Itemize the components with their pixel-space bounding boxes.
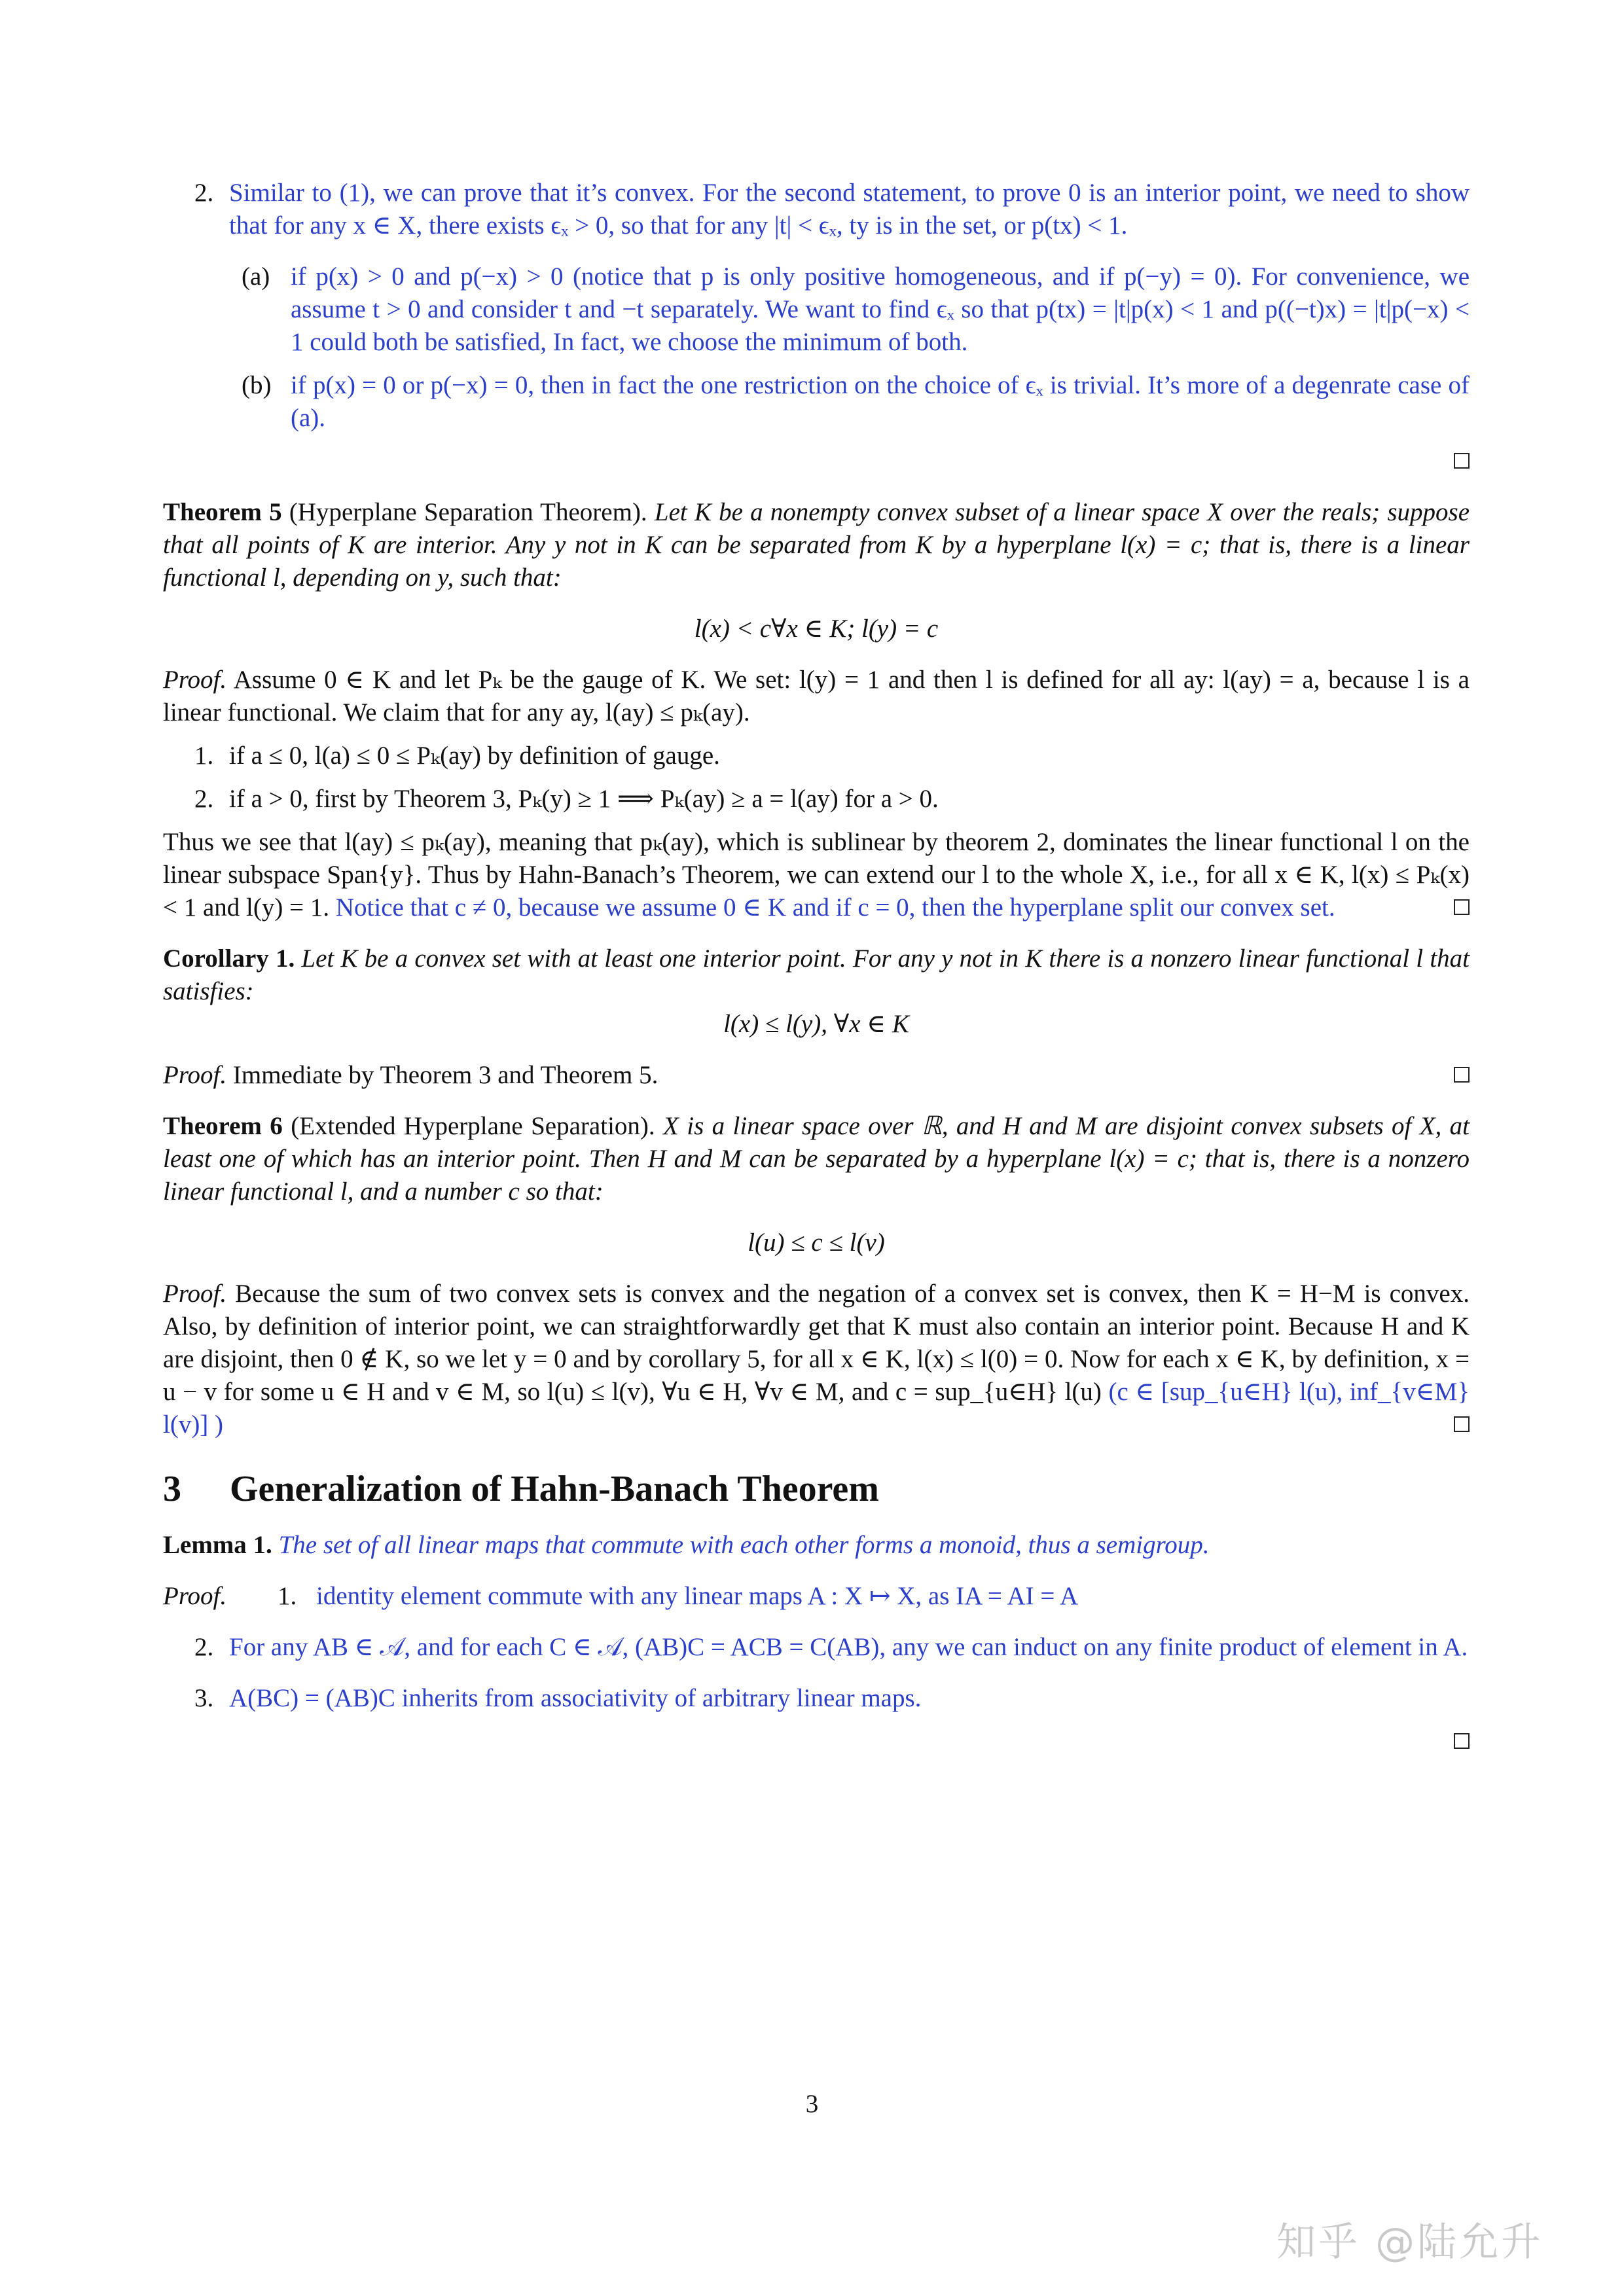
proof-6-text: Because the sum of two convex sets is convex and the negation of a convex set is convex, then K = H−M is convex. Also, by definition of interior point, we can straightforwardly get that K must also contain an interior point. Because H and K are disjoint, then 0 ∉ K, so we let y = 0 and by corollary 5, for all x ∈ K, l(x) ≤ l(0) = 0. Now for each x ∈ K, by definition, x = u − v for some u ∈ H and v ∈ M, so l(u) ≤ l(v), ∀u ∈ H, ∀v ∈ M, and c = sup_{u∈H} l(u) xyxy=(163,1280,1470,1406)
proof-lemma-1-item-2 xyxy=(163,1631,1470,1664)
corollary-1-label: Corollary 1. xyxy=(163,944,295,973)
sub-item-b-label: (b) xyxy=(242,371,272,399)
section-heading xyxy=(163,1467,1470,1511)
watermark: 知乎 @陆允升 xyxy=(1276,2219,1543,2265)
list-item-2 xyxy=(163,177,1470,242)
sub-item-b-text: if p(x) = 0 or p(−x) = 0, then in fact the one restriction on the choice of ϵₓ is trivial. It’s more of a degenrate case of (a). xyxy=(291,371,1470,432)
proof-lemma-1-item-1 xyxy=(163,1580,1470,1613)
item-2-text: Similar to (1), we can prove that it’s convex. For the second statement, to prove 0 is an interior point, we need to show that for any x ∈ X, there exists ϵₓ > 0, so that for any |t| < ϵₓ, ty is in the set, or p(tx) < 1. xyxy=(229,179,1470,240)
lemma-item-2-number: 2. xyxy=(194,1633,214,1661)
lemma-1 xyxy=(163,1529,1470,1562)
sub-item-a-text: if p(x) > 0 and p(−x) > 0 (notice that p is only positive homogeneous, and if p(−y) = 0). For convenience, we assume t > 0 and consider t and −t separately. We want to find ϵₓ so that p(tx) = |t|p(x) < 1 and p((−t)x) = |t|p(−x) < 1 could both be satisfied, In fact, we choose the minimum of both. xyxy=(291,262,1470,356)
lemma-1-label: Lemma 1. xyxy=(163,1531,272,1559)
theorem-5-statement: Let K be a nonempty convex subset of a linear space X over the reals; suppose that all points of K are interior. Any y not in K can be separated from K by a hyperplane l(x) = c; that is, there is a linear functional l, depending on y, such that: xyxy=(163,498,1470,592)
qed-square-icon xyxy=(1454,899,1470,915)
corollary-1-proof-text: Immediate by Theorem 3 and Theorem 5. xyxy=(232,1061,659,1089)
sub-item-b xyxy=(163,369,1470,435)
proof-5-case-1 xyxy=(163,740,1470,772)
qed-square-icon xyxy=(1454,453,1470,469)
lemma-item-1-text: identity element commute with any linear maps A : X ↦ X, as IA = AI = A xyxy=(316,1582,1079,1610)
section-number: 3 xyxy=(163,1469,181,1509)
corollary-1-display-equation: l(x) ≤ l(y), ∀x ∈ K xyxy=(723,1010,909,1038)
proof-5-intro: Assume 0 ∈ K and let Pₖ be the gauge of K. We set: l(y) = 1 and then l is defined for all ay: l(ay) = a, because l is a linear functional. We claim that for any ay, l(ay) ≤ pₖ(ay). xyxy=(163,666,1470,726)
theorem-6-label: Theorem 6 xyxy=(163,1112,283,1140)
lemma-item-1-number: 1. xyxy=(278,1582,297,1610)
case-1-number: 1. xyxy=(194,742,214,770)
proof-label: Proof. xyxy=(163,1582,227,1610)
case-1-text: if a ≤ 0, l(a) ≤ 0 ≤ Pₖ(ay) by definition of gauge. xyxy=(229,742,720,770)
theorem-6-display-equation: l(u) ≤ c ≤ l(v) xyxy=(748,1229,885,1257)
proof-label: Proof. xyxy=(163,1280,227,1308)
proof-5-note: Notice that c ≠ 0, because we assume 0 ∈ K and if c = 0, then the hyperplane split our convex set. xyxy=(335,893,1335,922)
proof-6-note: (c ∈ [sup_{u∈H} l(u), inf_{v∈M} l(v)] ) xyxy=(163,1378,1470,1439)
proof-theorem-5 xyxy=(163,664,1470,729)
proof-5-conclusion-text: Thus we see that l(ay) ≤ pₖ(ay), meaning that pₖ(ay), which is sublinear by theorem 2, dominates the linear functional l on the linear subspace Span{y}. Thus by Hahn-Banach’s Theorem, we can extend our l to the whole X, i.e., for all x ∈ K, l(x) ≤ Pₖ(x) < 1 and l(y) = 1. xyxy=(163,828,1470,922)
qed-square-icon xyxy=(1454,1733,1470,1749)
qed-square-icon xyxy=(1454,1416,1470,1432)
item-number: 2. xyxy=(194,179,214,207)
proof-5-case-2 xyxy=(163,783,1470,816)
page-content xyxy=(163,177,1470,1758)
page-number: 3 xyxy=(805,2090,819,2118)
lemma-item-3-text: A(BC) = (AB)C inherits from associativity of arbitrary linear maps. xyxy=(229,1684,922,1712)
corollary-1 xyxy=(163,942,1470,1008)
proof-theorem-6 xyxy=(163,1278,1470,1441)
section-title: Generalization of Hahn-Banach Theorem xyxy=(230,1469,879,1509)
theorem-5-name: (Hyperplane Separation Theorem). xyxy=(289,498,647,526)
lemma-item-3-number: 3. xyxy=(194,1684,214,1712)
lemma-1-statement: The set of all linear maps that commute with each other forms a monoid, thus a semigroup. xyxy=(278,1531,1210,1559)
theorem-6-statement: X is a linear space over ℝ, and H and M are disjoint convex subsets of X, at least one of which has an interior point. Then H and M can be separated by a hyperplane l(x) = c; that is, there is a nonzero linear functional l, and a number c so that: xyxy=(163,1112,1470,1206)
proof-lemma-1-item-3 xyxy=(163,1682,1470,1715)
case-2-number: 2. xyxy=(194,785,214,813)
qed-square-icon xyxy=(1454,1067,1470,1083)
theorem-5-display-equation: l(x) < c∀x ∈ K; l(y) = c xyxy=(694,615,939,643)
proof-corollary-1 xyxy=(163,1059,1470,1092)
lemma-item-2-text: For any AB ∈ 𝒜, and for each C ∈ 𝒜, (AB)C = ACB = C(AB), any we can induct on any finite product of element in A. xyxy=(229,1633,1468,1661)
theorem-5-label: Theorem 5 xyxy=(163,498,282,526)
corollary-1-statement: Let K be a convex set with at least one interior point. For any y not in K there is a nonzero linear functional l that satisfies: xyxy=(163,944,1470,1005)
sub-item-a xyxy=(163,260,1470,359)
proof-label: Proof. xyxy=(163,1061,227,1089)
theorem-6 xyxy=(163,1110,1470,1208)
theorem-5 xyxy=(163,496,1470,594)
proof-5-conclusion xyxy=(163,826,1470,924)
qed-row xyxy=(163,1725,1470,1758)
theorem-6-name: (Extended Hyperplane Separation). xyxy=(291,1112,655,1140)
proof-label: Proof. xyxy=(163,666,227,694)
case-2-text: if a > 0, first by Theorem 3, Pₖ(y) ≥ 1 ⟹ Pₖ(ay) ≥ a = l(ay) for a > 0. xyxy=(229,785,939,813)
sub-item-a-label: (a) xyxy=(242,262,270,291)
qed-row xyxy=(163,445,1470,478)
